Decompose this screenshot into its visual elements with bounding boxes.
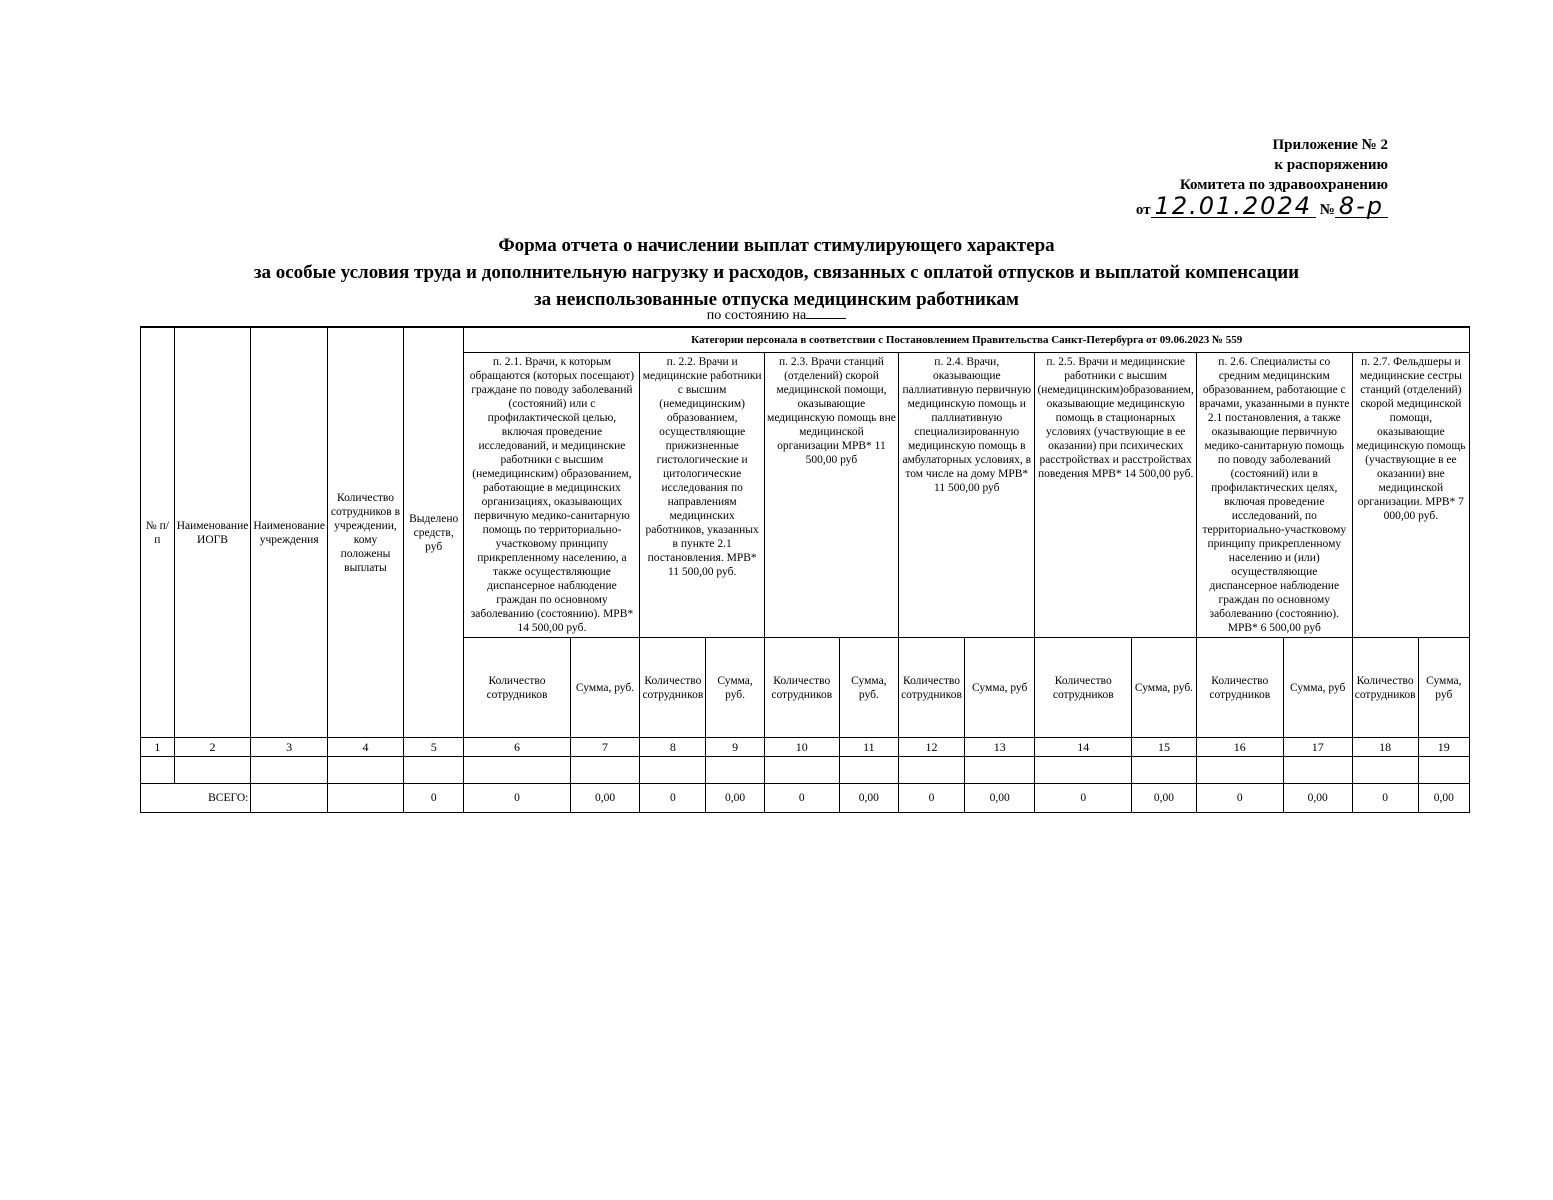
as-of-label: по состоянию на — [706, 308, 807, 323]
appendix-date-line — [1135, 192, 1388, 220]
column-number: 12 — [899, 738, 965, 757]
cell[interactable] — [964, 757, 1035, 784]
total-count: 0 — [640, 784, 706, 813]
cell[interactable] — [764, 757, 839, 784]
column-number: 9 — [706, 738, 765, 757]
column-number: 18 — [1352, 738, 1418, 757]
appendix-block — [1136, 135, 1388, 220]
cell[interactable] — [1418, 757, 1469, 784]
header-iogv: Наименование ИОГВ — [174, 327, 251, 738]
header-no: № п/п — [141, 327, 175, 738]
total-sum: 0,00 — [706, 784, 765, 813]
cell[interactable] — [1196, 757, 1283, 784]
cell[interactable] — [328, 757, 404, 784]
total-cell — [251, 784, 328, 813]
sub-header-count: Количество сотрудников — [640, 638, 706, 738]
cell[interactable] — [899, 757, 965, 784]
column-number: 14 — [1035, 738, 1132, 757]
cell[interactable] — [1035, 757, 1132, 784]
sub-header-count: Количество сотрудников — [899, 638, 965, 738]
total-sum: 0,00 — [1418, 784, 1469, 813]
total-row — [141, 784, 1470, 813]
number-prefix: № — [1319, 202, 1335, 218]
column-number: 5 — [403, 738, 463, 757]
header-row-category — [141, 327, 1470, 353]
cell[interactable] — [1283, 757, 1352, 784]
column-number: 11 — [839, 738, 898, 757]
cell[interactable] — [1132, 757, 1197, 784]
sub-header-sum: Сумма, руб. — [706, 638, 765, 738]
column-number: 19 — [1418, 738, 1469, 757]
total-count: 0 — [764, 784, 839, 813]
total-sum: 0,00 — [839, 784, 898, 813]
cell[interactable] — [570, 757, 640, 784]
sub-header-sum: Сумма, руб — [1283, 638, 1352, 738]
category-2-2: п. 2.2. Врачи и медицинские работники с высшим (немедицинским) образованием, осуществляющие прижизненные гистологические и цитологические исследования по направлениям медицинских работников, указанных в пункте 2.1 постановления. МРВ* 11 500,00 руб. — [640, 353, 764, 638]
total-count: 0 — [1196, 784, 1283, 813]
data-row[interactable] — [141, 757, 1470, 784]
column-number: 13 — [964, 738, 1035, 757]
column-number: 17 — [1283, 738, 1352, 757]
total-count: 0 — [1035, 784, 1132, 813]
category-2-4: п. 2.4. Врачи, оказывающие паллиативную первичную медицинскую помощь и паллиативную специализированную медицинскую помощь в амбулаторных условиях, в том числе на дому МРВ* 11 500,00 руб — [899, 353, 1035, 638]
total-sum: 0,00 — [1132, 784, 1197, 813]
category-2-3: п. 2.3. Врачи станций (отделений) скорой медицинской помощи, оказывающие медицинскую помощь вне медицинской организации МРВ* 11 500,00 руб — [764, 353, 898, 638]
column-number: 8 — [640, 738, 706, 757]
header-allocated: Выделено средств, руб — [403, 327, 463, 738]
cell[interactable] — [706, 757, 765, 784]
category-2-5: п. 2.5. Врачи и медицинские работники с высшим (немедицинским)образованием, оказывающие медицинскую помощь в стационарных условиях (участвующие в ее оказании) при психических расстройствах и расстройствах поведения МРВ* 14 500,00 руб. — [1035, 353, 1196, 638]
appendix-committee: Комитета по здравоохранению — [1179, 177, 1388, 193]
total-cell — [328, 784, 404, 813]
cell[interactable] — [640, 757, 706, 784]
column-number: 2 — [174, 738, 251, 757]
title-line-3: за неиспользованные отпуска медицинским работникам — [533, 289, 1019, 310]
column-number: 15 — [1132, 738, 1197, 757]
column-number: 7 — [570, 738, 640, 757]
date-prefix: от — [1135, 202, 1151, 218]
sub-header-count: Количество сотрудников — [764, 638, 839, 738]
total-label: ВСЕГО: — [141, 784, 251, 813]
total-sum: 0,00 — [1283, 784, 1352, 813]
sub-header-sum: Сумма, руб. — [839, 638, 898, 738]
sub-header-sum: Сумма, руб — [1418, 638, 1469, 738]
cell[interactable] — [464, 757, 570, 784]
sub-header-count: Количество сотрудников — [464, 638, 570, 738]
category-2-6: п. 2.6. Специалисты со средним медицинским образованием, работающие с врачами, указанными в пункте 2.1 постановления, а также оказывающие первичную медико-санитарную помощь по поводу заболеваний (состояний) или в профилактических целях, включая проведение исследований, по территориально-участковому принципу прикрепленному населению и (или) осуществляющие диспансерное наблюдение граждан по основному заболеванию (состоянию). МРВ* 6 500,00 руб — [1196, 353, 1352, 638]
sub-header-sum: Сумма, руб — [964, 638, 1035, 738]
handwritten-date: 12.01.2024 — [1151, 195, 1316, 218]
sub-header-sum: Сумма, руб. — [570, 638, 640, 738]
column-number: 1 — [141, 738, 175, 757]
appendix-order-ref: к распоряжению — [1274, 157, 1388, 173]
header-staff-count: Количество сотрудников в учреждении, кому положены выплаты — [328, 327, 404, 738]
report-table — [140, 326, 1470, 813]
cell[interactable] — [1352, 757, 1418, 784]
title-line-2: за особые условия труда и дополнительную нагрузку и расходов, связанных с оплатой отпусков и выплатой компенсации — [253, 262, 1300, 283]
sub-header-sum: Сумма, руб. — [1132, 638, 1197, 738]
title-line-1: Форма отчета о начислении выплат стимулирующего характера — [498, 235, 1055, 256]
category-header: Категории персонала в соответствии с Постановлением Правительства Санкт-Петербурга от 09.06.2023 № 559 — [464, 327, 1470, 353]
cell[interactable] — [141, 757, 175, 784]
column-number: 6 — [464, 738, 570, 757]
column-number-row — [141, 738, 1470, 757]
cell[interactable] — [403, 757, 463, 784]
cell[interactable] — [174, 757, 251, 784]
total-sum: 0,00 — [570, 784, 640, 813]
sub-header-count: Количество сотрудников — [1196, 638, 1283, 738]
as-of-blank[interactable] — [806, 318, 846, 319]
total-count: 0 — [899, 784, 965, 813]
total-sum: 0,00 — [964, 784, 1035, 813]
sub-header-count: Количество сотрудников — [1352, 638, 1418, 738]
document-title — [0, 232, 1553, 313]
sub-header-count: Количество сотрудников — [1035, 638, 1132, 738]
appendix-title: Приложение № 2 — [1272, 137, 1388, 153]
cell[interactable] — [251, 757, 328, 784]
as-of-line — [0, 308, 1553, 324]
total-count: 0 — [1352, 784, 1418, 813]
header-institution: Наименование учреждения — [251, 327, 328, 738]
cell[interactable] — [839, 757, 898, 784]
handwritten-number: 8-р — [1335, 195, 1388, 218]
column-number: 4 — [328, 738, 404, 757]
total-count: 0 — [464, 784, 570, 813]
column-number: 3 — [251, 738, 328, 757]
category-2-1: п. 2.1. Врачи, к которым обращаются (которых посещают) граждане по поводу заболеваний (состояний) или с профилактической целью, включая проведение исследований, и медицинские работники с высшим (немедицинским) образованием, работающие в медицинских организациях, оказывающих первичную медико-санитарную помощь по территориально-участковому принципу прикрепленному населению, а также осуществляющие диспансерное наблюдение граждан по основному заболеванию (состоянию). МРВ* 14 500,00 руб. — [464, 353, 640, 638]
total-allocated: 0 — [403, 784, 463, 813]
category-2-7: п. 2.7. Фельдшеры и медицинские сестры станций (отделений) скорой медицинской помощи, оказывающие медицинскую помощь (участвующие в ее оказании) вне медицинской организации. МРВ* 7 000,00 руб. — [1352, 353, 1469, 638]
column-number: 10 — [764, 738, 839, 757]
column-number: 16 — [1196, 738, 1283, 757]
